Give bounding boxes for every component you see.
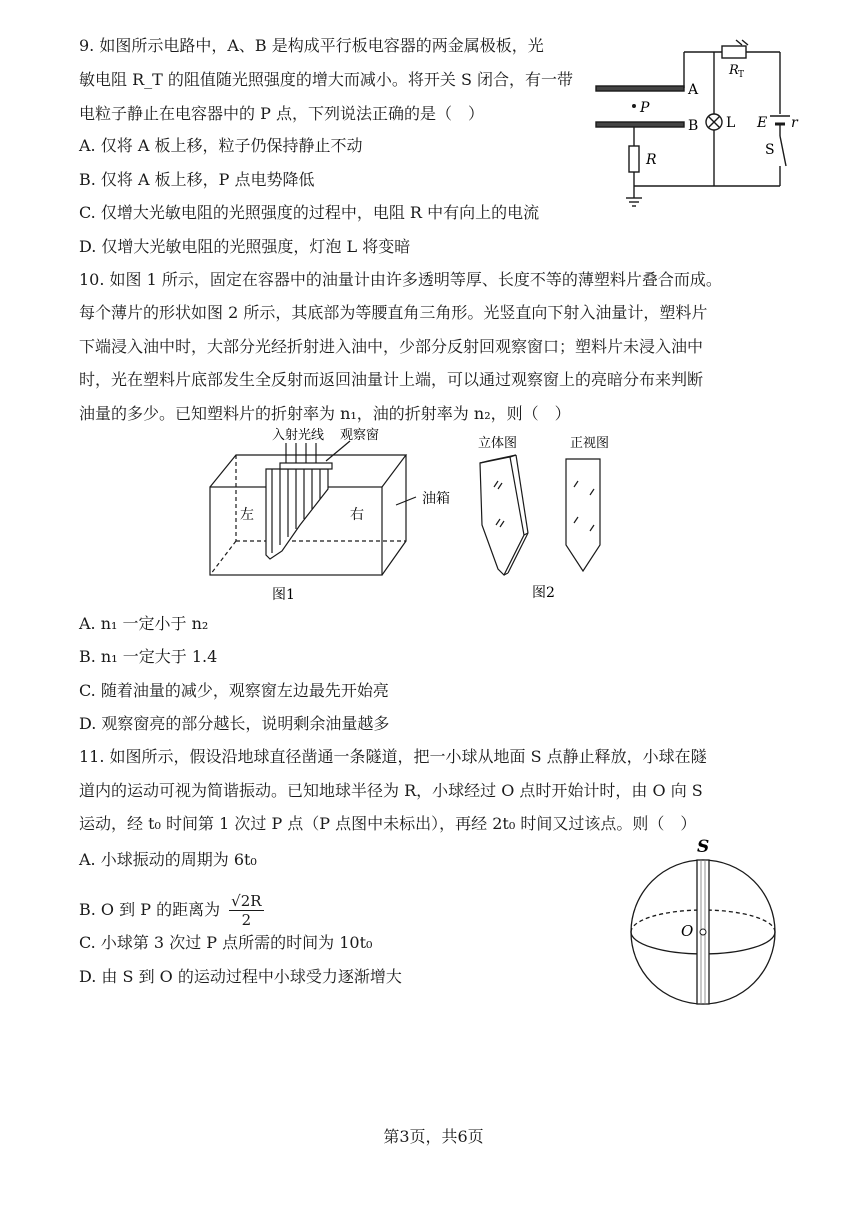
q11-line-3: 运动，经 t₀ 时间第 1 次过 P 点（P 点图中未标出），再经 2t₀ 时间又过该点。则（ ） xyxy=(79,814,697,833)
q9-option-a: A. 仅将 A 板上移，粒子仍保持静止不动 xyxy=(79,136,363,155)
label-rt: R xyxy=(729,63,739,78)
q10-line-3: 下端浸入油中时，大部分光经折射进入油中，少部分反射回观察窗口；塑料片未浸入油中 xyxy=(79,337,704,356)
figure-2-sheet xyxy=(470,425,640,605)
q10-option-a: A. n₁ 一定小于 n₂ xyxy=(79,614,209,633)
label-front-view: 正视图 xyxy=(570,436,610,451)
label-p: P xyxy=(640,100,650,116)
q9-line-2: 敏电阻 R_T 的阻值随光照强度的增大而减小。将开关 S 闭合，有一带 xyxy=(79,70,574,89)
q11-line-1: 11. 如图所示，假设沿地球直径凿通一条隧道，把一小球从地面 S 点静止释放，小球在隧 xyxy=(79,747,707,766)
label-window: 观察窗 xyxy=(340,428,380,443)
label-o-point: O xyxy=(681,922,694,940)
figure-2-caption: 图2 xyxy=(532,585,555,601)
earth-sphere-diagram xyxy=(625,832,785,1022)
q10-line-4: 时，光在塑料片底部发生全反射而返回油量计上端，可以通过观察窗上的亮暗分布来判断 xyxy=(79,370,704,389)
label-3d-view: 立体图 xyxy=(478,436,518,451)
label-l: L xyxy=(726,115,736,131)
label-rt-sub: T xyxy=(738,70,745,80)
q11-option-a: A. 小球振动的周期为 6t₀ xyxy=(79,850,257,869)
label-b: B xyxy=(688,118,699,134)
fraction xyxy=(229,892,263,929)
figure-1-oil-tank xyxy=(200,425,470,610)
q10-line-5: 油量的多少。已知塑料片的折射率为 n₁，油的折射率为 n₂，则（ ） xyxy=(79,404,571,423)
q10-line-1: 10. 如图 1 所示，固定在容器中的油量计由许多透明等厚、长度不等的薄塑料片叠合而成。 xyxy=(79,270,722,289)
q9-line-1: 9. 如图所示电路中，A、B 是构成平行板电容器的两金属极板，光 xyxy=(79,36,544,55)
label-a: A xyxy=(688,82,699,98)
q9-option-c: C. 仅增大光敏电阻的光照强度的过程中，电阻 R 中有向上的电流 xyxy=(79,203,540,222)
q11-option-b xyxy=(79,892,264,929)
label-incident-light: 入射光线 xyxy=(272,428,325,443)
page-footer: 第3页，共6页 xyxy=(383,1127,484,1146)
circuit-diagram xyxy=(590,38,820,218)
label-s: S xyxy=(765,142,775,158)
label-e: E xyxy=(757,115,768,131)
q10-option-c: C. 随着油量的减少，观察窗左边最先开始亮 xyxy=(79,681,389,700)
fraction-numerator: √2R xyxy=(231,892,262,910)
q11-option-c: C. 小球第 3 次过 P 点所需的时间为 10t₀ xyxy=(79,933,373,952)
q9-line-3: 电粒子静止在电容器中的 P 点，下列说法正确的是（ ） xyxy=(79,104,484,123)
q10-option-d: D. 观察窗亮的部分越长，说明剩余油量越多 xyxy=(79,714,390,733)
q11-line-2: 道内的运动可视为简谐振动。已知地球半径为 R，小球经过 O 点时开始计时，由 O 向 S xyxy=(79,781,703,800)
label-s-point: S xyxy=(697,837,710,857)
fraction-denominator: 2 xyxy=(241,911,252,929)
q9-option-b: B. 仅将 A 板上移，P 点电势降低 xyxy=(79,170,315,189)
label-r: R xyxy=(646,152,657,168)
label-left: 左 xyxy=(240,507,254,523)
label-right: 右 xyxy=(350,507,364,523)
q9-option-d: D. 仅增大光敏电阻的光照强度，灯泡 L 将变暗 xyxy=(79,237,411,256)
figure-1-caption: 图1 xyxy=(272,587,295,603)
q11-option-b-text: B. O 到 P 的距离为 xyxy=(79,900,221,919)
label-r-small: r xyxy=(791,115,798,131)
q11-option-d: D. 由 S 到 O 的运动过程中小球受力逐渐增大 xyxy=(79,967,402,986)
q10-option-b: B. n₁ 一定大于 1.4 xyxy=(79,647,218,666)
q10-line-2: 每个薄片的形状如图 2 所示，其底部为等腰直角三角形。光竖直向下射入油量计，塑料片 xyxy=(79,303,708,322)
label-tank: 油箱 xyxy=(422,491,450,507)
